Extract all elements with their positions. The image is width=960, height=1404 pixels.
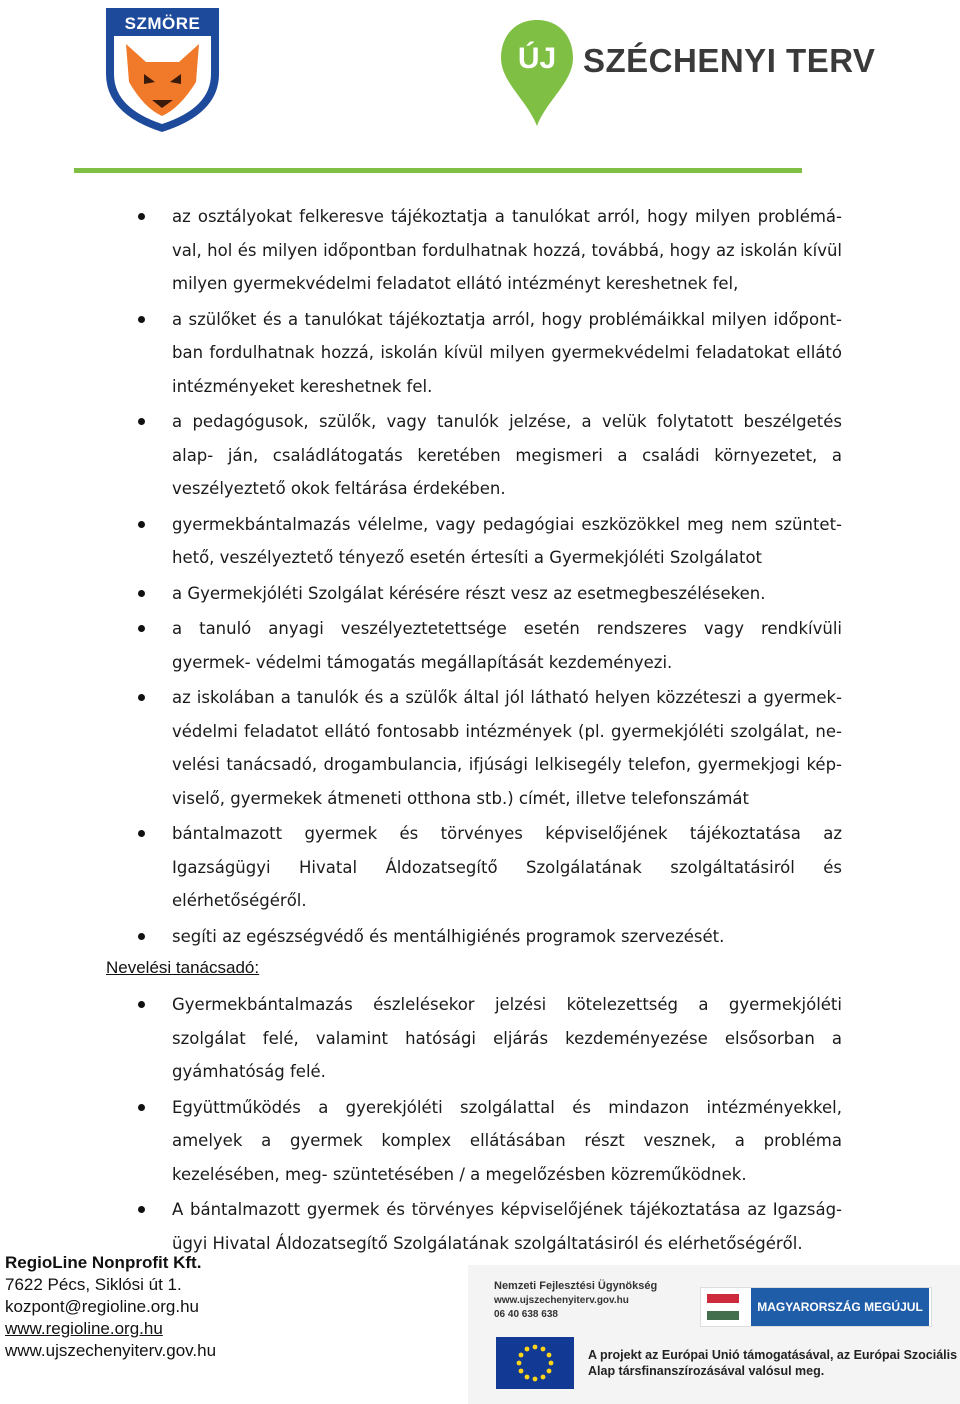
magyarorszag-megujul-badge	[700, 1287, 932, 1327]
eu-flag-icon	[496, 1337, 574, 1389]
bullet-list-2	[0, 988, 960, 1260]
badge-text: MAGYARORSZÁG MEGÚJUL	[751, 1288, 929, 1326]
bullet-list-1	[0, 200, 960, 953]
header-divider	[74, 168, 802, 173]
bullet-icon	[138, 213, 145, 220]
email-address: kozpont@regioline.org.hu	[5, 1297, 199, 1316]
company-name: RegioLine Nonprofit Kft.	[5, 1253, 202, 1272]
website-link[interactable]: www.regioline.org.hu	[5, 1319, 163, 1338]
uj-szechenyi-terv-logo	[497, 18, 876, 128]
bullet-icon	[138, 1001, 145, 1008]
list-item: az osztályokat felkeresve tájékoztatja a tanulókat arról, hogy milyen problémá- val, hol és milyen időpontban fordulhatnak hozzá, továbbá, hogy az iskolán kívül milyen gyermekvédelmi feladatot ellátó intézményt kereshetnek fel,	[0, 200, 960, 301]
bullet-icon	[138, 933, 145, 940]
bullet-icon	[138, 590, 145, 597]
hungarian-flag-icon	[707, 1294, 739, 1320]
section-2-content	[0, 988, 960, 1262]
bullet-icon	[138, 521, 145, 528]
szechenyi-terv-text: SZÉCHENYI TERV	[583, 42, 876, 79]
list-item: a Gyermekjóléti Szolgálat kérésére részt vesz az esetmegbeszéléseken.	[0, 577, 960, 611]
list-item: segíti az egészségvédő és mentálhigiénés programok szervezését.	[0, 920, 960, 954]
bullet-icon	[138, 316, 145, 323]
section-heading: Nevelési tanácsadó:	[106, 958, 260, 977]
nfu-phone: 06 40 638 638	[494, 1309, 558, 1320]
address: 7622 Pécs, Siklósi út 1.	[5, 1275, 182, 1294]
nfu-url: www.ujszechenyiterv.gov.hu	[494, 1295, 629, 1306]
main-content	[0, 200, 960, 955]
list-item: az iskolában a tanulók és a szülők által jól látható helyen közzéteszi a gyermek- védelmi feladatot ellátó fontosabb intézmények (pl. gyermekjóléti szolgálat, ne- velési tanácsadó, drogambulancia, ifjúsági lelkisegély telefon, gyermekjogi kép- viselő, gyermekek átmeneti otthona stb.) címét, illetve telefonszámát	[0, 681, 960, 815]
nfu-name: Nemzeti Fejlesztési Ügynökség	[494, 1280, 658, 1292]
list-item: Gyermekbántalmazás észlelésekor jelzési kötelezettség a gyermekjóléti szolgálat felé, valamint hatósági eljárás kezdeményezése elsősorban a gyámhatóság felé.	[0, 988, 960, 1089]
bullet-icon	[138, 418, 145, 425]
nfu-block	[494, 1280, 657, 1320]
website-link-2: www.ujszechenyiterv.gov.hu	[5, 1341, 217, 1360]
list-item: bántalmazott gyermek és törvényes képviselőjének tájékoztatása az Igazságügyi Hivatal Áldozatsegítő Szolgálatának szolgáltatásiról és elérhetőségéről.	[0, 817, 960, 918]
bullet-icon	[138, 625, 145, 632]
list-item: A bántalmazott gyermek és törvényes képviselőjének tájékoztatása az Igazság- ügyi Hivatal Áldozatsegítő Szolgálatának szolgáltatásiról és elérhetőségéről.	[0, 1193, 960, 1260]
bullet-icon	[138, 694, 145, 701]
footer-contact	[5, 1252, 216, 1362]
list-item: a pedagógusok, szülők, vagy tanulók jelzése, a velük folytatott beszélgetés alap- ján, családlátogatás keretében megismeri a családi környezetet, a veszélyeztető okok feltárása érdekében.	[0, 405, 960, 506]
szmore-logo	[100, 4, 225, 134]
list-item: Együttműködés a gyerekjóléti szolgálattal és mindazon intézményekkel, amelyek a gyermek komplex ellátásában részt vesznek, a probléma kezelésében, meg- szüntetésében / a megelőzésben közreműködnek.	[0, 1091, 960, 1192]
bullet-icon	[138, 1206, 145, 1213]
list-item: a szülőket és a tanulókat tájékoztatja arról, hogy problémáikkal milyen időpont- ban fordulhatnak hozzá, iskolán kívül milyen gyermekvédelmi feladatokat ellátó intézményeket kereshetnek fel.	[0, 303, 960, 404]
bullet-icon	[138, 830, 145, 837]
footer-logos	[468, 1265, 960, 1404]
szmore-logo-text: SZMÖRE	[124, 14, 201, 33]
map-pin-icon	[497, 18, 577, 128]
eu-funding-text: A projekt az Európai Unió támogatásával, az Európai Szociális Alap társfinanszírozásával valósul meg.	[588, 1348, 958, 1378]
uj-badge-text: ÚJ	[517, 42, 557, 75]
page-header	[0, 0, 960, 175]
list-item: gyermekbántalmazás vélelme, vagy pedagógiai eszközökkel meg nem szüntet- hető, veszélyeztető tényező esetén értesíti a Gyermekjóléti Szolgálatot	[0, 508, 960, 575]
list-item: a tanuló anyagi veszélyeztetettsége esetén rendszeres vagy rendkívüli gyermek- védelmi támogatás megállapítását kezdeményezi.	[0, 612, 960, 679]
bullet-icon	[138, 1104, 145, 1111]
